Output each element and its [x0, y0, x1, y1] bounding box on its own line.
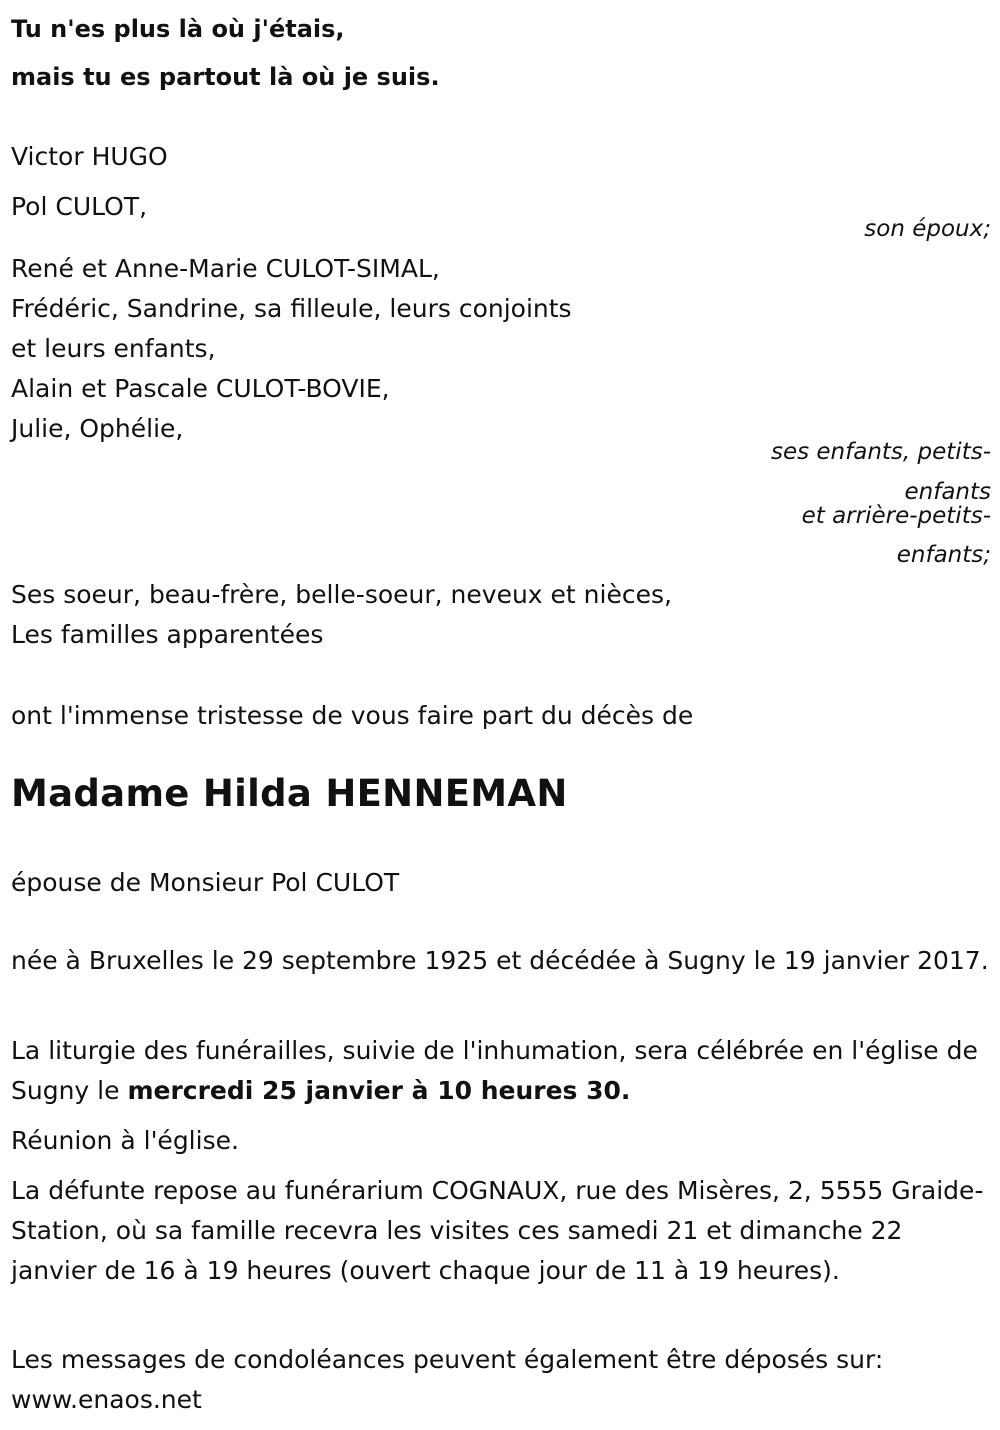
children-role-line: enfants	[904, 479, 991, 505]
spouse-role: son époux;	[864, 216, 991, 242]
liturgy	[11, 1031, 989, 1111]
children-line: et leurs enfants,	[11, 334, 216, 363]
quote-author: Victor HUGO	[11, 142, 168, 171]
quote-line-1: Tu n'es plus là où j'étais,	[11, 15, 345, 43]
announcement: ont l'immense tristesse de vous faire part du décès de	[11, 701, 694, 730]
spouse-of: épouse de Monsieur Pol CULOT	[11, 868, 400, 897]
others-line: Les familles apparentées	[11, 620, 324, 649]
children-line: René et Anne-Marie CULOT-SIMAL,	[11, 254, 440, 283]
children-role-line: ses enfants, petits-	[770, 439, 991, 465]
others-line: Ses soeur, beau-frère, belle-soeur, neveux et nièces,	[11, 580, 672, 609]
quote-line-2: mais tu es partout là où je suis.	[11, 63, 440, 91]
liturgy-date: mercredi 25 janvier à 10 heures 30.	[127, 1076, 631, 1105]
deceased-name: Madame Hilda HENNEMAN	[11, 772, 568, 815]
meeting: Réunion à l'église.	[11, 1126, 239, 1155]
children-role-line: et arrière-petits-	[801, 503, 991, 529]
spouse-name: Pol CULOT,	[11, 192, 148, 221]
children-line: Alain et Pascale CULOT-BOVIE,	[11, 374, 390, 403]
resting-place: La défunte repose au funérarium COGNAUX, rue des Misères, 2, 5555 Graide-Station, où sa famille recevra les visites ces samedi 21 et dimanche 22 janvier de 16 à 19 heures (ouvert chaque jour de 11 à 19 heures).	[11, 1176, 984, 1285]
condolences: Les messages de condoléances peuvent également être déposés sur: www.enaos.net	[11, 1345, 884, 1414]
children-line: Frédéric, Sandrine, sa filleule, leurs conjoints	[11, 294, 572, 323]
children-role-line: enfants;	[896, 542, 991, 568]
birth-death: née à Bruxelles le 29 septembre 1925 et décédée à Sugny le 19 janvier 2017.	[11, 946, 989, 975]
children-line: Julie, Ophélie,	[11, 414, 184, 443]
liturgy-text: La liturgie des funérailles, suivie de l'inhumation, sera célébrée en l'église de Sugny le	[11, 1036, 978, 1105]
